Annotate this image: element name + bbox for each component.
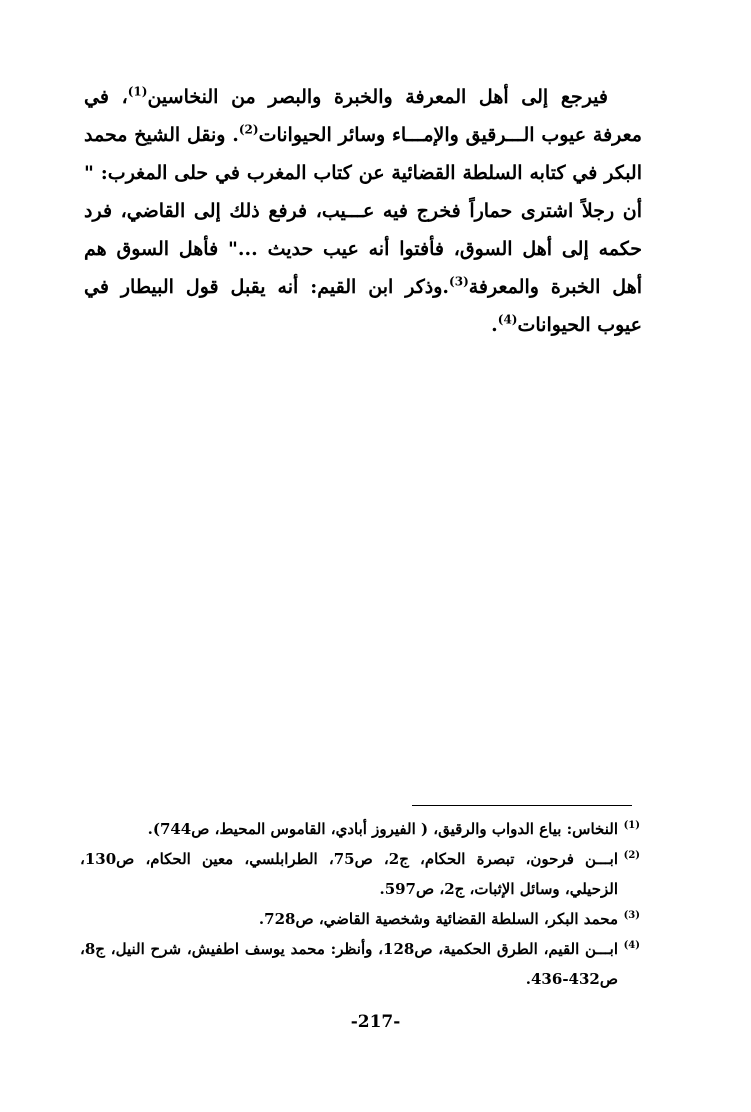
main-paragraph (84, 78, 642, 344)
footnote-3: (3)محمد البكر، السلطة القضائية وشخصية القاضي، ص728. (258, 910, 640, 928)
footnote-2: (2)ابـــن فرحون، تبصرة الحكام، ج2، ص75، الطرابلسي، معين الحكام، ص130، الزحيلي، وسائل الإثبات، ج2، ص597. (80, 850, 641, 898)
body-text-part-1: فيرجع إلى أهل المعرفة والخبرة والبصر من النخاسين (147, 86, 608, 108)
body-text-part-5: . (491, 314, 498, 336)
footnote-text-2: ابـــن فرحون، تبصرة الحكام، ج2، ص75، الطرابلسي، معين الحكام، ص130، الزحيلي، وسائل الإثبات، ج2، ص597. (80, 850, 619, 898)
footnote-ref-4[interactable]: (4) (497, 312, 518, 327)
footnote-ref-3[interactable]: (3) (449, 274, 469, 289)
footnote-text-3: محمد البكر، السلطة القضائية وشخصية القاضي، ص728. (258, 910, 618, 928)
footnote-ref-1[interactable]: (1) (127, 84, 148, 99)
footnote-4: (4)ابـــن القيم، الطرق الحكمية، ص128، وأنظر: محمد يوسف اطفيش، شرح النيل، ج8، ص432-436. (80, 940, 640, 988)
footnotes-section (80, 814, 640, 994)
footnote-ref-2[interactable]: (2) (238, 122, 259, 137)
footnote-text-1: النخاس: بياع الدواب والرقيق، ( الفيروز أبادي، القاموس المحيط، ص744). (147, 820, 618, 838)
footnote-1: (1)النخاس: بياع الدواب والرقيق، ( الفيروز أبادي، القاموس المحيط، ص744). (147, 820, 640, 838)
footnote-text-4: ابـــن القيم، الطرق الحكمية، ص128، وأنظر: محمد يوسف اطفيش، شرح النيل، ج8، ص432-436. (80, 940, 618, 988)
footnote-separator (412, 805, 632, 806)
body-text-part-3: . ونقل الشيخ محمد البكر في كتابه السلطة القضائية عن كتاب المغرب في حلى المغرب: " أن رجلاً اشترى حماراً فخرج فيه عـــيب، فرفع ذلك إلى القاضي، فرد حكمه إلى أهل السوق، فأفتوا أنه عيب حديث ..." فأهل السوق هم أهل الخبرة والمعرفة (84, 124, 642, 298)
body-text-part-2: ، في معرفة عيوب الـــرقيق والإمـــاء وسائر الحيوانات (84, 86, 642, 146)
body-text-part-4: .وذكر ابن القيم: أنه يقبل قول البيطار في عيوب الحيوانات (84, 276, 642, 336)
page-number: -217- (350, 1012, 401, 1032)
